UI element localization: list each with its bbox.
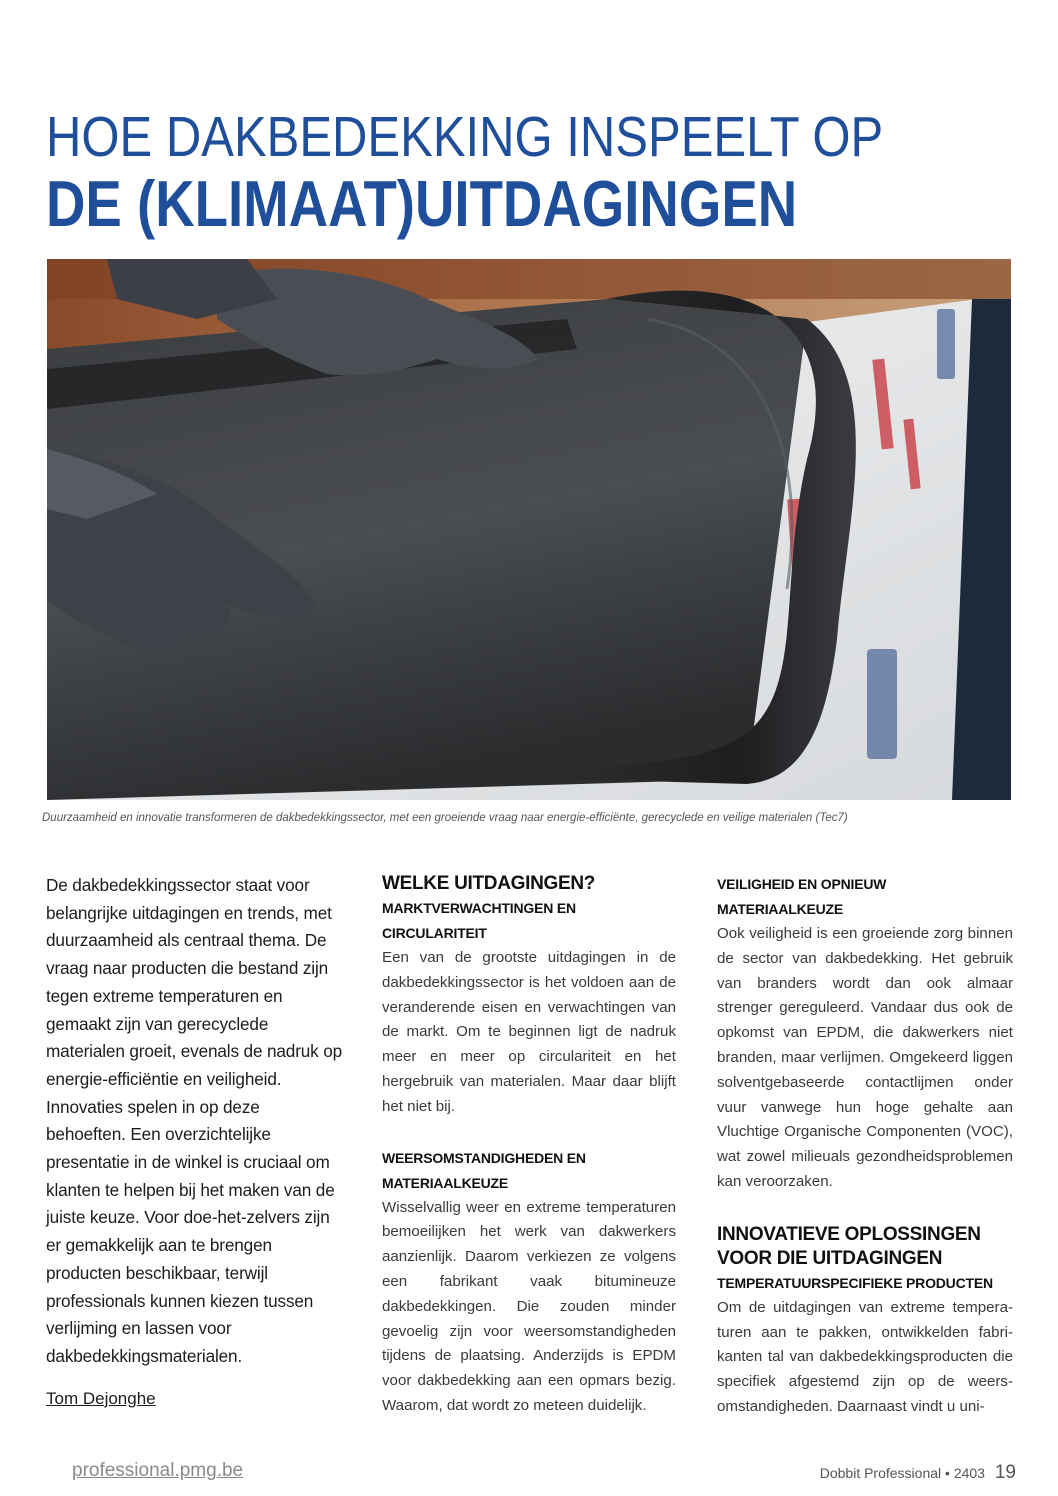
footer-publication bbox=[800, 1462, 1016, 1484]
section-heading-solutions: INNOVATIEVE OPLOSSINGEN VOOR DIE UITDAGINGEN bbox=[717, 1223, 981, 1269]
subheading-temperature: TEMPERATUURSPECIFIEKE PRODUCTEN bbox=[717, 1274, 993, 1291]
section-heading-challenges: WELKE UITDAGINGEN? bbox=[382, 873, 596, 894]
article-title-line-2: DE (KLIMAAT)UITDAGINGEN bbox=[46, 167, 798, 240]
paragraph-weather: Wisselvallig weer en extreme temperaturen bemoeilijken het werk van dakwerkers aanzienlijk. Daarom verkiezen ze volgens een fabrikant vaak bitumineuze dakbedekkingen. Die zouden minder gevoelig zijn voor weersomstandigheden tijdens de plaatsing. Anderzijds is EPDM voor dakbedekking aan een opmars bezig. Waarom, dat wordt zo meteen duidelijk. bbox=[382, 1198, 676, 1414]
footer-website-link[interactable]: professional.pmg.be bbox=[72, 1460, 244, 1481]
intro-column bbox=[46, 872, 344, 1409]
middle-column bbox=[382, 872, 676, 1419]
right-column bbox=[717, 872, 1013, 1420]
publication-name: Dobbit Professional • 2403 bbox=[819, 1465, 985, 1481]
subheading-market: MARKTVERWACHTINGEN EN CIRCULARITEIT bbox=[382, 900, 576, 941]
paragraph-market: Een van de grootste uitdagingen in de dakbedekkingssector is het voldoen aan de veranderende eisen en verwachtingen van de markt. Om te beginnen ligt de nadruk meer en meer op circulariteit en het hergebruik van materialen. Maar daar blijft het niet bij. bbox=[382, 949, 676, 1115]
article-title-line-1: HOE DAKBEDEKKING INSPEELT OP bbox=[46, 105, 884, 169]
paragraph-temperature: Om de uitdagingen van extreme temperaturen aan te pakken, ontwikkelden fabrikanten tal van dakbedekkingsproducten die specifiek afgestemd zijn op de weersomstandigheden. Daarnaast vindt u uni- bbox=[717, 1298, 1013, 1415]
hero-photo bbox=[47, 259, 1011, 800]
page-number: 19 bbox=[994, 1462, 1016, 1483]
author-link[interactable]: Tom Dejonghe bbox=[46, 1388, 156, 1408]
subheading-safety: VEILIGHEID EN OPNIEUW MATERIAALKEUZE bbox=[717, 876, 887, 917]
subheading-weather: WEERSOMSTANDIGHEDEN EN MATERIAALKEUZE bbox=[382, 1149, 586, 1191]
photo-caption: Duurzaamheid en innovatie transformeren de dakbedekkingssector, met een groeiende vraag naar energie-efficiënte, gerecyclede en veilige materialen (Tec7) bbox=[42, 812, 848, 824]
intro-text: De dakbedekkingssector staat voor belangrijke uitdagingen en trends, met duurzaamheid als centraal thema. De vraag naar producten die bestand zijn tegen extreme temperaturen en gemaakt zijn van gerecyclede materialen groeit, evenals de nadruk op energie-efficiëntie en veiligheid. Innovaties spelen in op deze behoeften. Een overzichtelijke presentatie in de winkel is cruciaal om klanten te helpen bij het maken van de juiste keuze. Voor doe-het-zelvers zijn er gemakkelijk aan te brengen producten beschikbaar, terwijl professionals kunnen kiezen tussen verlijming en lassen voor dakbedekkingsmaterialen. bbox=[46, 875, 343, 1366]
paragraph-safety: Ook veiligheid is een groeiende zorg binnen de sector van dakbedekking. Het gebruik van branders wordt dan ook almaar strenger gereguleerd. Vandaar dus ook de opkomst van EPDM, die dakwerkers niet branden, maar verlijmen. Omgekeerd liggen solventgebaseerde contactlijmen onder vuur vanwege hun hoge gehalte aan Vluchtige Organische Componenten (VOC), wat zowel milieuals gezondheidsproblemen kan veroorzaken. bbox=[717, 925, 1013, 1190]
